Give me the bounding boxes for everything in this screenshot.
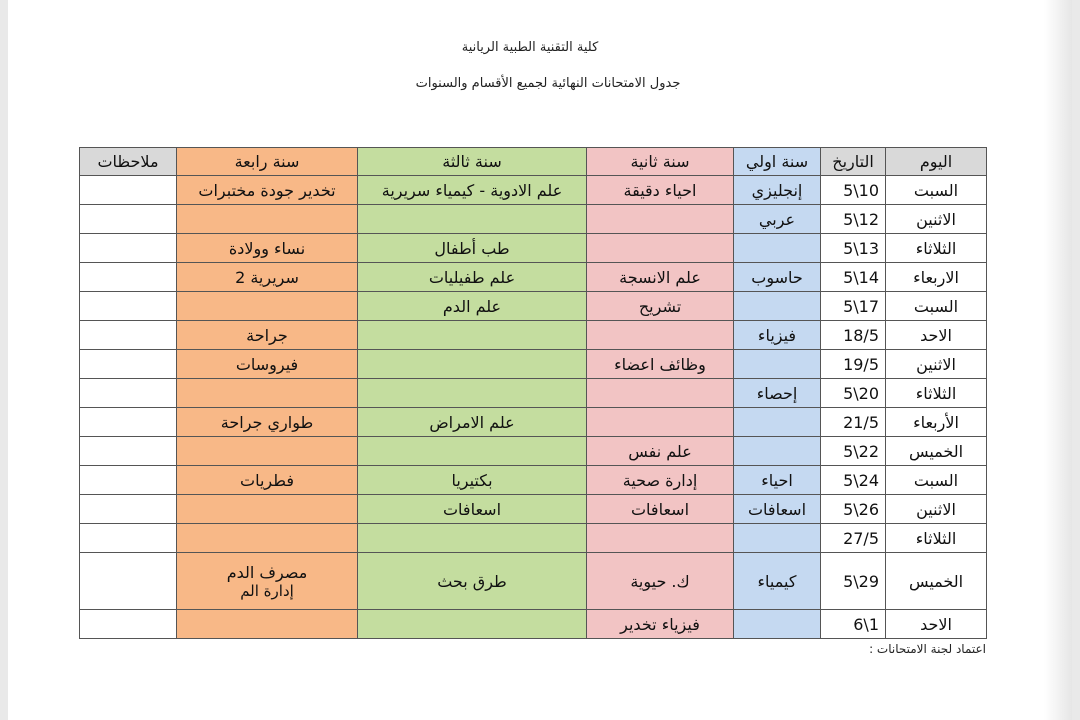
cell-year2: تشريح [587, 292, 734, 321]
cell-notes [80, 466, 177, 495]
cell-year2 [587, 524, 734, 553]
cell-year4 [177, 437, 358, 466]
table-row [80, 495, 987, 524]
table-row [80, 524, 987, 553]
cell-year4 [177, 610, 358, 639]
cell-notes [80, 234, 177, 263]
header-day: اليوم [886, 148, 987, 176]
approval-footer: اعتماد لجنة الامتحانات : [869, 642, 986, 656]
cell-year1: اسعافات [734, 495, 821, 524]
page-fold-shadow [1044, 0, 1072, 720]
table-row [80, 466, 987, 495]
cell-year3 [358, 610, 587, 639]
cell-year3: طب أطفال [358, 234, 587, 263]
cell-year2: فيزياء تخدير [587, 610, 734, 639]
cell-date: 17\5 [821, 292, 886, 321]
cell-day: الاثنين [886, 350, 987, 379]
cell-year2 [587, 379, 734, 408]
cell-year4: فطريات [177, 466, 358, 495]
cell-year1 [734, 524, 821, 553]
cell-year1: إحصاء [734, 379, 821, 408]
cell-day: السبت [886, 466, 987, 495]
cell-year4 [177, 495, 358, 524]
cell-date: 12\5 [821, 205, 886, 234]
cell-year1 [734, 408, 821, 437]
college-title: كلية التقنية الطبية الريانية [461, 40, 599, 55]
header-date: التاريخ [821, 148, 886, 176]
header-year2: سنة ثانية [587, 148, 734, 176]
cell-year1: إنجليزي [734, 176, 821, 205]
cell-notes [80, 437, 177, 466]
cell-date: 10\5 [821, 176, 886, 205]
cell-year1 [734, 610, 821, 639]
cell-date: 14\5 [821, 263, 886, 292]
cell-day: الخميس [886, 553, 987, 610]
cell-year2: علم الانسجة [587, 263, 734, 292]
header-year4: سنة رابعة [177, 148, 358, 176]
cell-year2: وظائف اعضاء [587, 350, 734, 379]
cell-year3: طرق بحث [358, 553, 587, 610]
table-row [80, 553, 987, 610]
header-year3: سنة ثالثة [358, 148, 587, 176]
cell-date: 26\5 [821, 495, 886, 524]
cell-year3 [358, 321, 587, 350]
cell-year2: إدارة صحية [587, 466, 734, 495]
table-row [80, 292, 987, 321]
cell-year4: طواري جراحة [177, 408, 358, 437]
cell-notes [80, 205, 177, 234]
cell-day: السبت [886, 292, 987, 321]
cell-year4: تخدير جودة مختبرات [177, 176, 358, 205]
cell-year4-line1: مصرف الدم [226, 562, 308, 582]
cell-year1 [734, 350, 821, 379]
cell-day: الثلاثاء [886, 524, 987, 553]
cell-year1: حاسوب [734, 263, 821, 292]
cell-year3: علم طفيليات [358, 263, 587, 292]
cell-date: 18/5 [821, 321, 886, 350]
table-row [80, 610, 987, 639]
cell-year2 [587, 408, 734, 437]
table-row [80, 350, 987, 379]
cell-year1 [734, 234, 821, 263]
cell-year1: احياء [734, 466, 821, 495]
cell-date: 20\5 [821, 379, 886, 408]
cell-year1: كيمياء [734, 553, 821, 610]
cell-day: الاربعاء [886, 263, 987, 292]
cell-date: 13\5 [821, 234, 886, 263]
cell-date: 27/5 [821, 524, 886, 553]
cell-notes [80, 553, 177, 610]
table-row [80, 234, 987, 263]
cell-notes [80, 321, 177, 350]
cell-year1: فيزياء [734, 321, 821, 350]
cell-year3 [358, 524, 587, 553]
cell-year2 [587, 205, 734, 234]
cell-year1 [734, 437, 821, 466]
cell-year3: بكتيريا [358, 466, 587, 495]
cell-year3 [358, 205, 587, 234]
cell-year3: علم الامراض [358, 408, 587, 437]
cell-notes [80, 524, 177, 553]
cell-date: 1\6 [821, 610, 886, 639]
schedule-title: جدول الامتحانات النهائية لجميع الأقسام والسنوات [415, 76, 681, 91]
cell-notes [80, 495, 177, 524]
cell-day: الثلاثاء [886, 234, 987, 263]
table-row [80, 321, 987, 350]
cell-day: الاثنين [886, 495, 987, 524]
header-notes: ملاحظات [80, 148, 177, 176]
cell-year4: نساء وولادة [177, 234, 358, 263]
cell-year2 [587, 234, 734, 263]
cell-year1: عربي [734, 205, 821, 234]
cell-year4: جراحة [177, 321, 358, 350]
table-row [80, 408, 987, 437]
cell-day: الخميس [886, 437, 987, 466]
cell-year4: فيروسات [177, 350, 358, 379]
cell-year2 [587, 321, 734, 350]
table-row [80, 379, 987, 408]
header-year1: سنة اولي [734, 148, 821, 176]
cell-year3 [358, 379, 587, 408]
cell-year4 [177, 553, 358, 610]
cell-day: الاثنين [886, 205, 987, 234]
cell-year2: علم نفس [587, 437, 734, 466]
cell-year1 [734, 292, 821, 321]
table-row [80, 205, 987, 234]
cell-year4 [177, 205, 358, 234]
table-row [80, 263, 987, 292]
cell-year4-line2: إدارة الم [240, 581, 294, 600]
cell-date: 21/5 [821, 408, 886, 437]
cell-year4: سريرية 2 [177, 263, 358, 292]
cell-notes [80, 408, 177, 437]
cell-date: 29\5 [821, 553, 886, 610]
table-header-row [80, 148, 987, 176]
cell-date: 19/5 [821, 350, 886, 379]
cell-notes [80, 176, 177, 205]
cell-notes [80, 292, 177, 321]
cell-day: الأربعاء [886, 408, 987, 437]
cell-day: الثلاثاء [886, 379, 987, 408]
cell-year3: اسعافات [358, 495, 587, 524]
cell-year3: علم الادوية - كيمياء سريرية [358, 176, 587, 205]
cell-notes [80, 379, 177, 408]
cell-year4 [177, 292, 358, 321]
cell-day: الاحد [886, 610, 987, 639]
cell-date: 22\5 [821, 437, 886, 466]
exam-schedule-table [79, 147, 987, 639]
cell-notes [80, 610, 177, 639]
cell-day: الاحد [886, 321, 987, 350]
cell-year3: علم الدم [358, 292, 587, 321]
cell-year2: احياء دقيقة [587, 176, 734, 205]
cell-year2: اسعافات [587, 495, 734, 524]
cell-year3 [358, 350, 587, 379]
cell-notes [80, 263, 177, 292]
cell-day: السبت [886, 176, 987, 205]
cell-notes [80, 350, 177, 379]
table-row [80, 437, 987, 466]
cell-year4 [177, 524, 358, 553]
cell-date: 24\5 [821, 466, 886, 495]
cell-year4 [177, 379, 358, 408]
cell-year3 [358, 437, 587, 466]
table-row [80, 176, 987, 205]
cell-year2: ك. حيوية [587, 553, 734, 610]
